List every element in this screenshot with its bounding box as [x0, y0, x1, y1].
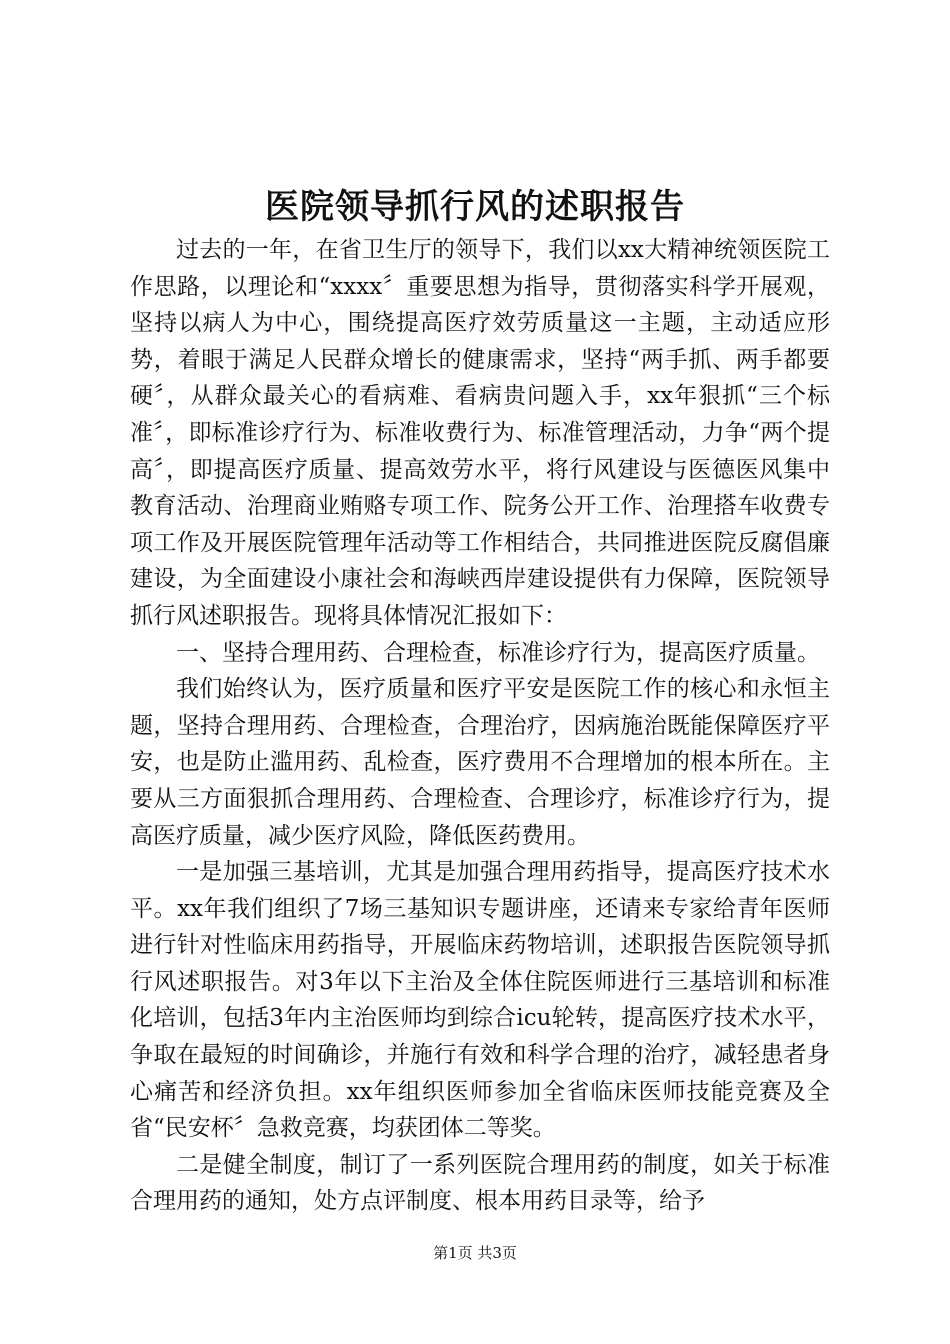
paragraph-intro: 过去的一年，在省卫生厅的领导下，我们以xx大精神统领医院工作思路，以理论和“xxxx〞重要思想为指导，贯彻落实科学开展观，坚持以病人为中心，围绕提高医疗效劳质量这一主题，主动适应形势，着眼于满足人民群众增长的健康需求，坚持“两手抓、两手都要硬〞，从群众最关心的看病难、看病贵问题入手，xx年狠抓“三个标准〞，即标准诊疗行为、标准收费行为、标准管理活动，力争“两个提高〞，即提高医疗质量、提高效劳水平，将行风建设与医德医风集中教育活动、治理商业贿赂专项工作、院务公开工作、治理搭车收费专项工作及开展医院管理年活动等工作相结合，共同推进医院反腐倡廉建设，为全面建设小康社会和海峡西岸建设提供有力保障，医院领导抓行风述职报告。现将具体情况汇报如下： [130, 237, 830, 629]
page-footer: 第1页 共3页 [433, 1244, 517, 1262]
paragraph-section-heading: 一、坚持合理用药、合理检查，标准诊疗行为，提高医疗质量。 [176, 639, 820, 666]
document-body [130, 232, 830, 1220]
paragraph-quality: 我们始终认为，医疗质量和医疗平安是医院工作的核心和永恒主题，坚持合理用药、合理检查，合理治疗，因病施治既能保障医疗平安，也是防止滥用药、乱检查，医疗费用不合理增加的根本所在。主要从三方面狠抓合理用药、合理检查、合理诊疗，标准诊疗行为，提高医疗质量，减少医疗风险，降低医药费用。 [130, 676, 830, 849]
paragraph-training: 一是加强三基培训，尤其是加强合理用药指导，提高医疗技术水平。xx年我们组织了7场三基知识专题讲座，还请来专家给青年医师进行针对性临床用药指导，开展临床药物培训，述职报告医院领导抓行风述职报告。对3年以下主治及全体住院医师进行三基培训和标准化培训，包括3年内主治医师均到综合icu轮转，提高医疗技术水平，争取在最短的时间确诊，并施行有效和科学合理的治疗，减轻患者身心痛苦和经济负担。xx年组织医师参加全省临床医师技能竞赛及全省“民安杯〞急救竞赛，均获团体二等奖。 [130, 859, 830, 1142]
document-title: 医院领导抓行风的述职报告 [265, 187, 685, 227]
paragraph-system: 二是健全制度，制订了一系列医院合理用药的制度，如关于标准合理用药的通知，处方点评制度、根本用药目录等，给予 [130, 1151, 830, 1215]
